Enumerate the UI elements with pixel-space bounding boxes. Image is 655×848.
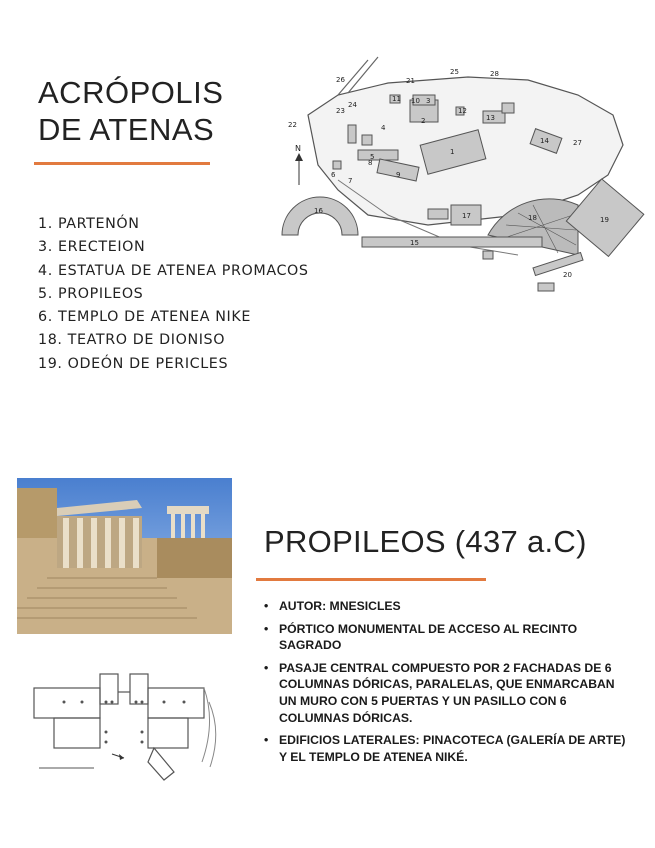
- map-label-23: 23: [336, 107, 345, 115]
- monument-list: [38, 213, 309, 376]
- map-label-10: 10: [411, 97, 420, 105]
- map-label-17: 17: [462, 212, 471, 220]
- list-item: 4. ESTATUA DE ATENEA PROMACOS: [38, 262, 309, 279]
- map-label-3: 3: [426, 97, 431, 105]
- slide1-title-line1: ACRÓPOLIS: [38, 75, 224, 110]
- map-label-15: 15: [410, 239, 419, 247]
- slide1-title-line2: DE ATENAS: [38, 112, 215, 147]
- bullet-text: PÓRTICO MONUMENTAL DE ACCESO AL RECINTO SAGRADO: [279, 621, 578, 653]
- list-item: [262, 598, 634, 615]
- map-label-24: 24: [348, 101, 357, 109]
- list-item: 19. ODEÓN DE PERICLES: [38, 355, 229, 372]
- map-label-22: 22: [288, 121, 297, 129]
- map-label-28: 28: [490, 70, 499, 78]
- bullet-text: EDIFICIOS LATERALES: PINACOTECA (GALERÍA DE ARTE) Y EL TEMPLO DE ATENEA NIKÉ.: [279, 733, 626, 764]
- map-label-12: 12: [458, 107, 467, 115]
- slide1-title: [38, 74, 223, 148]
- list-item: [262, 732, 634, 765]
- slide2-title: PROPILEOS (437 a.C): [264, 524, 587, 559]
- bullet-text: PASAJE CENTRAL COMPUESTO POR 2 FACHADAS DE 6 COLUMNAS DÓRICAS, PARALELAS, QUE ENMARCABAN UN MURO CON 5 PUERTAS Y UN PASILLO CON 6 COLUMNAS DÓRICAS.: [279, 660, 615, 725]
- map-label-13: 13: [486, 114, 495, 122]
- map-label-9: 9: [396, 171, 401, 179]
- bullet-marker: •: [264, 599, 269, 613]
- map-label-1: 1: [450, 148, 455, 156]
- bullet-marker: •: [264, 621, 269, 636]
- list-item: 5. PROPILEOS: [38, 285, 144, 302]
- map-label-7: 7: [348, 177, 353, 185]
- map-label-4: 4: [381, 124, 386, 132]
- list-item: 1. PARTENÓN: [38, 216, 140, 232]
- list-item: 6. TEMPLO DE ATENEA NIKE: [38, 309, 251, 326]
- map-label-5: 5: [370, 153, 375, 161]
- map-label-26: 26: [336, 76, 345, 84]
- map-label-27: 27: [573, 139, 582, 147]
- title-underline-2: [256, 578, 486, 581]
- bullet-text: AUTOR: MNESICLES: [279, 599, 401, 613]
- list-item: [262, 660, 634, 726]
- map-label-14: 14: [540, 137, 549, 145]
- map-label-2: 2: [421, 117, 426, 125]
- propylaea-photo: [17, 478, 232, 634]
- acropolis-site-plan: [278, 55, 648, 300]
- list-item: 3. ERECTEION: [38, 239, 146, 256]
- title-underline: [34, 162, 210, 165]
- bullet-marker: •: [264, 733, 269, 748]
- propylaea-bullets: [262, 598, 634, 771]
- map-label-16: 16: [314, 207, 323, 215]
- map-label-20: 20: [563, 271, 572, 279]
- list-item: [262, 621, 634, 654]
- map-label-6: 6: [331, 171, 336, 179]
- bullet-marker: •: [264, 660, 269, 675]
- map-label-21: 21: [406, 77, 415, 85]
- map-label-25: 25: [450, 68, 459, 76]
- map-label-11: 11: [392, 95, 401, 103]
- propylaea-floor-plan: [24, 672, 224, 784]
- map-label-8: 8: [368, 159, 373, 167]
- map-label-19: 19: [600, 216, 609, 224]
- list-item: 18. TEATRO DE DIONISO: [38, 332, 226, 349]
- map-label-18: 18: [528, 214, 537, 222]
- north-label: N: [295, 144, 301, 153]
